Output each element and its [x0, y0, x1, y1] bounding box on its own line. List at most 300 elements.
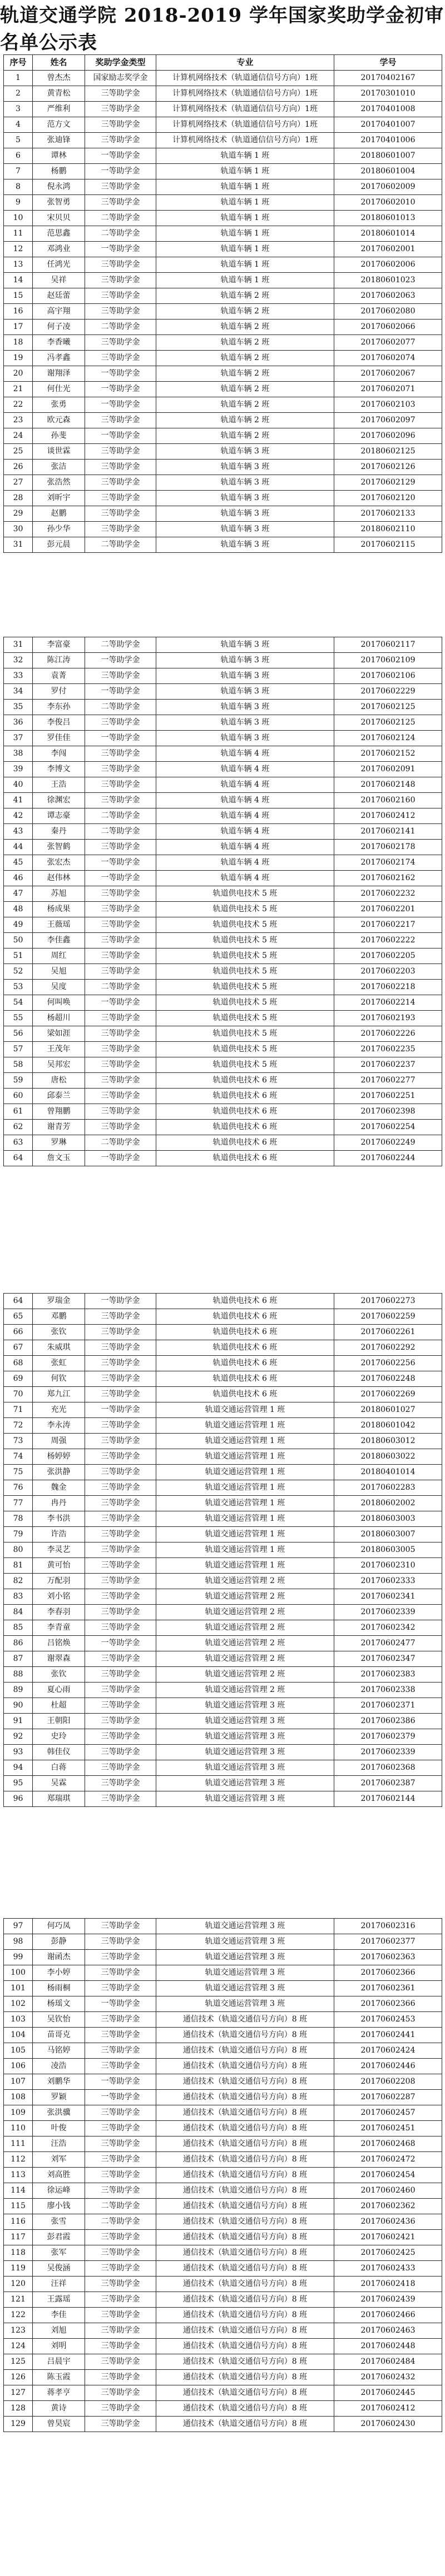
major-class: 轨道交通运营管理 2 班	[156, 1589, 334, 1605]
student-name: 严维利	[33, 102, 85, 117]
row-index: 71	[4, 1402, 33, 1418]
student-name: 彭君霞	[33, 2230, 85, 2245]
award-type: 三等助学金	[85, 1683, 156, 1698]
table-row	[4, 86, 442, 102]
row-index: 50	[4, 933, 33, 948]
table-row	[4, 2183, 442, 2199]
major-class: 通信技术（轨道交通信号方向）8 班	[156, 2121, 334, 2136]
student-id: 20170602178	[334, 840, 442, 855]
award-type: 三等助学金	[85, 2385, 156, 2401]
row-index: 64	[4, 1151, 33, 1166]
student-name: 徐渊宏	[33, 793, 85, 808]
table-row	[4, 1965, 442, 1981]
award-type: 三等助学金	[85, 2230, 156, 2245]
student-id: 20170602333	[334, 1574, 442, 1589]
award-type: 二等助学金	[85, 700, 156, 715]
award-type: 三等助学金	[85, 1465, 156, 1480]
table-row	[4, 1340, 442, 1356]
award-type: 三等助学金	[85, 491, 156, 506]
major-class: 轨道车辆 4 班	[156, 871, 334, 886]
award-type: 三等助学金	[85, 1480, 156, 1496]
row-index: 8	[4, 179, 33, 195]
table-row	[4, 522, 442, 537]
row-index: 31	[4, 637, 33, 653]
row-index: 24	[4, 428, 33, 444]
row-index: 118	[4, 2245, 33, 2261]
student-name: 白蒋	[33, 1760, 85, 1776]
table-row	[4, 1120, 442, 1135]
award-type: 三等助学金	[85, 1745, 156, 1760]
award-type: 三等助学金	[85, 195, 156, 211]
award-type: 二等助学金	[85, 2199, 156, 2214]
row-index: 64	[4, 1294, 33, 1309]
table-row	[4, 1309, 442, 1325]
award-type: 三等助学金	[85, 2121, 156, 2136]
major-class: 轨道车辆 3 班	[156, 506, 334, 522]
student-id: 20180602125	[334, 444, 442, 460]
row-index: 87	[4, 1651, 33, 1667]
table-row	[4, 948, 442, 964]
student-id: 20170602287	[334, 2090, 442, 2105]
major-class: 轨道交通运营管理 3 班	[156, 1745, 334, 1760]
award-table-page-4	[3, 1918, 442, 2432]
award-type: 三等助学金	[85, 2168, 156, 2183]
major-class: 轨道交通运营管理 3 班	[156, 1981, 334, 1996]
student-id: 20170602010	[334, 195, 442, 211]
student-name: 张宏杰	[33, 855, 85, 871]
row-index: 45	[4, 855, 33, 871]
major-class: 计算机网络技术（轨道通信信号方向）1班	[156, 102, 334, 117]
student-id: 20170602466	[334, 2308, 442, 2323]
row-index: 26	[4, 460, 33, 475]
major-class: 轨道交通运营管理 2 班	[156, 1667, 334, 1683]
major-class: 轨道供电技术 6 班	[156, 1325, 334, 1340]
table-row	[4, 1760, 442, 1776]
student-id: 20170602077	[334, 335, 442, 351]
student-id: 20170602126	[334, 460, 442, 475]
student-id: 20170602235	[334, 1042, 442, 1057]
award-type: 三等助学金	[85, 86, 156, 102]
row-index: 67	[4, 1340, 33, 1356]
row-index: 104	[4, 2028, 33, 2043]
student-name: 苗哥克	[33, 2028, 85, 2043]
table-row	[4, 762, 442, 777]
award-type: 三等助学金	[85, 1073, 156, 1089]
award-type: 三等助学金	[85, 117, 156, 133]
table-row	[4, 2152, 442, 2168]
award-type: 三等助学金	[85, 933, 156, 948]
row-index: 92	[4, 1729, 33, 1745]
student-id: 20170602448	[334, 2339, 442, 2354]
award-type: 三等助学金	[85, 444, 156, 460]
student-name: 吴邦宏	[33, 1057, 85, 1073]
student-id: 20180603005	[334, 1542, 442, 1558]
table-row	[4, 917, 442, 933]
student-id: 20170602338	[334, 1683, 442, 1698]
student-name: 杨瑶文	[33, 1996, 85, 2012]
student-id: 20170602341	[334, 1589, 442, 1605]
student-name: 史玲	[33, 1729, 85, 1745]
award-type: 三等助学金	[85, 304, 156, 319]
student-name: 魏金	[33, 1480, 85, 1496]
award-type: 三等助学金	[85, 506, 156, 522]
major-class: 轨道交通运营管理 3 班	[156, 1776, 334, 1791]
student-id: 20170602277	[334, 1073, 442, 1089]
major-class: 轨道车辆 4 班	[156, 808, 334, 824]
student-id: 20170602244	[334, 1151, 442, 1166]
major-class: 轨道交通运营管理 1 班	[156, 1558, 334, 1574]
row-index: 111	[4, 2136, 33, 2152]
major-class: 轨道供电技术 6 班	[156, 1151, 334, 1166]
student-name: 蒋孝亨	[33, 2385, 85, 2401]
award-type: 二等助学金	[85, 211, 156, 226]
student-id: 20170602237	[334, 1057, 442, 1073]
table-row	[4, 700, 442, 715]
award-type: 一等助学金	[85, 2090, 156, 2105]
table-row	[4, 715, 442, 731]
award-type: 三等助学金	[85, 1698, 156, 1714]
major-class: 轨道车辆 1 班	[156, 164, 334, 179]
award-type: 三等助学金	[85, 1589, 156, 1605]
award-type: 一等助学金	[85, 397, 156, 413]
student-id: 20170401007	[334, 117, 442, 133]
major-class: 轨道供电技术 5 班	[156, 917, 334, 933]
table-row	[4, 1950, 442, 1965]
student-name: 李闯	[33, 746, 85, 762]
major-class: 轨道交通运营管理 3 班	[156, 1791, 334, 1807]
student-name: 杨成果	[33, 902, 85, 917]
award-type: 三等助学金	[85, 886, 156, 902]
table-row	[4, 1496, 442, 1511]
major-class: 通信技术（轨道交通信号方向）8 班	[156, 2074, 334, 2090]
award-type: 三等助学金	[85, 1418, 156, 1434]
award-type: 三等助学金	[85, 948, 156, 964]
row-index: 34	[4, 684, 33, 700]
student-name: 赵伟林	[33, 871, 85, 886]
award-type: 一等助学金	[85, 1996, 156, 2012]
student-name: 汪浩	[33, 2136, 85, 2152]
row-index: 91	[4, 1714, 33, 1729]
student-id: 20170602432	[334, 2370, 442, 2385]
table-row	[4, 1057, 442, 1073]
award-type: 三等助学金	[85, 273, 156, 288]
row-index: 7	[4, 164, 33, 179]
student-name: 充光	[33, 1402, 85, 1418]
row-index: 125	[4, 2354, 33, 2370]
row-index: 107	[4, 2074, 33, 2090]
award-type: 一等助学金	[85, 1151, 156, 1166]
award-type: 一等助学金	[85, 1294, 156, 1309]
table-row	[4, 1511, 442, 1527]
student-name: 彭静	[33, 1934, 85, 1950]
student-name: 赵鹏	[33, 506, 85, 522]
student-name: 廖小钱	[33, 2199, 85, 2214]
student-name: 杜超	[33, 1698, 85, 1714]
row-index: 108	[4, 2090, 33, 2105]
student-name: 谢翔泽	[33, 366, 85, 382]
award-type: 三等助学金	[85, 1449, 156, 1465]
table-row	[4, 2028, 442, 2043]
student-name: 李青童	[33, 1620, 85, 1636]
student-id: 20170402167	[334, 71, 442, 86]
table-row	[4, 428, 442, 444]
table-row	[4, 1996, 442, 2012]
table-row	[4, 1620, 442, 1636]
row-index: 105	[4, 2043, 33, 2059]
table-row	[4, 1104, 442, 1120]
row-index: 127	[4, 2385, 33, 2401]
row-index: 32	[4, 653, 33, 668]
award-type: 三等助学金	[85, 1309, 156, 1325]
student-id: 20170602124	[334, 731, 442, 746]
student-id: 20180401014	[334, 1465, 442, 1480]
major-class: 通信技术（轨道交通信号方向）8 班	[156, 2183, 334, 2199]
major-class: 轨道交通运营管理 3 班	[156, 1698, 334, 1714]
table-row	[4, 902, 442, 917]
row-index: 6	[4, 148, 33, 164]
row-index: 31	[4, 537, 33, 553]
student-name: 韩佳仪	[33, 1745, 85, 1760]
student-id: 20170602259	[334, 1309, 442, 1325]
award-type: 三等助学金	[85, 2028, 156, 2043]
table-row	[4, 1667, 442, 1683]
award-type: 三等助学金	[85, 2012, 156, 2028]
award-type: 三等助学金	[85, 1776, 156, 1791]
student-name: 吴度	[33, 980, 85, 995]
award-type: 三等助学金	[85, 475, 156, 491]
student-id: 20170602463	[334, 2323, 442, 2339]
major-class: 轨道交通运营管理 2 班	[156, 1636, 334, 1651]
student-id: 20170602208	[334, 2074, 442, 2090]
award-type: 三等助学金	[85, 1919, 156, 1934]
row-index: 25	[4, 444, 33, 460]
major-class: 轨道车辆 4 班	[156, 746, 334, 762]
row-index: 77	[4, 1496, 33, 1511]
table-row	[4, 2199, 442, 2214]
student-name: 孙少华	[33, 522, 85, 537]
major-class: 通信技术（轨道交通信号方向）8 班	[156, 2043, 334, 2059]
student-name: 张迪锋	[33, 133, 85, 148]
student-id: 20170602217	[334, 917, 442, 933]
major-class: 计算机网络技术（轨道通信信号方向）1班	[156, 86, 334, 102]
student-id: 20170602377	[334, 1934, 442, 1950]
award-type: 三等助学金	[85, 1981, 156, 1996]
student-id: 20170602103	[334, 397, 442, 413]
student-name: 邓鸿业	[33, 242, 85, 257]
student-name: 邱泰兰	[33, 1089, 85, 1104]
student-id: 20170602484	[334, 2354, 442, 2370]
award-type: 二等助学金	[85, 226, 156, 242]
award-type: 三等助学金	[85, 1934, 156, 1950]
award-type: 三等助学金	[85, 1371, 156, 1387]
table-row	[4, 1558, 442, 1574]
student-name: 李东孙	[33, 700, 85, 715]
student-id: 20170602248	[334, 1371, 442, 1387]
row-index: 17	[4, 319, 33, 335]
major-class: 轨道交通运营管理 1 班	[156, 1418, 334, 1434]
table-row	[4, 2245, 442, 2261]
award-type: 三等助学金	[85, 2308, 156, 2323]
award-type: 三等助学金	[85, 2277, 156, 2292]
major-class: 轨道供电技术 5 班	[156, 902, 334, 917]
row-index: 114	[4, 2183, 33, 2199]
major-class: 轨道交通运营管理 2 班	[156, 1605, 334, 1620]
student-name: 陈江涛	[33, 653, 85, 668]
student-name: 欧元森	[33, 413, 85, 428]
header-major: 专业	[156, 55, 334, 71]
award-type: 三等助学金	[85, 1057, 156, 1073]
table-row	[4, 304, 442, 319]
student-name: 高宇翔	[33, 304, 85, 319]
major-class: 轨道交通运营管理 1 班	[156, 1402, 334, 1418]
award-type: 二等助学金	[85, 824, 156, 840]
major-class: 轨道车辆 2 班	[156, 319, 334, 335]
student-id: 20170602412	[334, 808, 442, 824]
student-name: 李书洪	[33, 1511, 85, 1527]
row-index: 43	[4, 824, 33, 840]
table-row	[4, 102, 442, 117]
award-table-page-2	[3, 637, 442, 1166]
student-id: 20170602446	[334, 2059, 442, 2074]
student-name: 张智勇	[33, 195, 85, 211]
major-class: 轨道车辆 3 班	[156, 475, 334, 491]
student-id: 20170602141	[334, 824, 442, 840]
table-row	[4, 653, 442, 668]
major-class: 通信技术（轨道交通信号方向）8 班	[156, 2308, 334, 2323]
student-name: 张军	[33, 2245, 85, 2261]
row-index: 10	[4, 211, 33, 226]
row-index: 101	[4, 1981, 33, 1996]
student-name: 周强	[33, 1434, 85, 1449]
table-row	[4, 2308, 442, 2323]
table-row	[4, 319, 442, 335]
row-index: 94	[4, 1760, 33, 1776]
student-id: 20170602106	[334, 668, 442, 684]
row-index: 69	[4, 1371, 33, 1387]
student-id: 20170602152	[334, 746, 442, 762]
table-row	[4, 746, 442, 762]
student-id: 20170602347	[334, 1651, 442, 1667]
student-id: 20170602129	[334, 475, 442, 491]
major-class: 轨道车辆 3 班	[156, 522, 334, 537]
student-id: 20170602339	[334, 1745, 442, 1760]
major-class: 计算机网络技术（轨道通信信号方向）1班	[156, 71, 334, 86]
row-index: 109	[4, 2105, 33, 2121]
student-name: 谭志豪	[33, 808, 85, 824]
major-class: 轨道供电技术 5 班	[156, 1057, 334, 1073]
table-row	[4, 840, 442, 855]
table-row	[4, 777, 442, 793]
major-class: 轨道车辆 4 班	[156, 824, 334, 840]
major-class: 轨道交通运营管理 1 班	[156, 1449, 334, 1465]
table-row	[4, 1387, 442, 1402]
award-type: 一等助学金	[85, 428, 156, 444]
row-index: 68	[4, 1356, 33, 1371]
major-class: 轨道车辆 2 班	[156, 413, 334, 428]
student-id: 20170602386	[334, 1714, 442, 1729]
table-row	[4, 1356, 442, 1371]
student-name: 张钦	[33, 1325, 85, 1340]
table-row	[4, 793, 442, 808]
table-row	[4, 2385, 442, 2401]
student-name: 何仕光	[33, 382, 85, 397]
student-name: 张钦	[33, 1667, 85, 1683]
student-name: 朱威琪	[33, 1340, 85, 1356]
table-row	[4, 351, 442, 366]
row-index: 89	[4, 1683, 33, 1698]
award-type: 三等助学金	[85, 1605, 156, 1620]
award-type: 一等助学金	[85, 164, 156, 179]
major-class: 轨道供电技术 5 班	[156, 995, 334, 1011]
student-id: 20170602362	[334, 2199, 442, 2214]
student-id: 20170602074	[334, 351, 442, 366]
student-id: 20170602203	[334, 964, 442, 980]
row-index: 75	[4, 1465, 33, 1480]
major-class: 轨道供电技术 6 班	[156, 1294, 334, 1309]
table-row	[4, 226, 442, 242]
student-id: 20180603007	[334, 1527, 442, 1542]
student-name: 刘小铭	[33, 1589, 85, 1605]
student-id: 20180601004	[334, 164, 442, 179]
student-id: 20170602433	[334, 2261, 442, 2277]
major-class: 轨道车辆 1 班	[156, 195, 334, 211]
student-name: 罗颖	[33, 2090, 85, 2105]
award-type: 三等助学金	[85, 2401, 156, 2417]
student-id: 20170602097	[334, 413, 442, 428]
student-name: 吴霖	[33, 1776, 85, 1791]
student-name: 冯孝鑫	[33, 351, 85, 366]
table-row	[4, 1714, 442, 1729]
table-row	[4, 1151, 442, 1166]
table-header-row	[4, 55, 442, 71]
student-name: 杨雨桐	[33, 1981, 85, 1996]
major-class: 轨道供电技术 5 班	[156, 933, 334, 948]
student-id: 20170602205	[334, 948, 442, 964]
student-name: 李灵艺	[33, 1542, 85, 1558]
row-index: 48	[4, 902, 33, 917]
award-type: 一等助学金	[85, 2074, 156, 2090]
major-class: 轨道车辆 2 班	[156, 428, 334, 444]
student-id: 20170602148	[334, 777, 442, 793]
award-type: 一等助学金	[85, 1636, 156, 1651]
row-index: 51	[4, 948, 33, 964]
award-type: 三等助学金	[85, 2417, 156, 2432]
student-name: 黄诗	[33, 2401, 85, 2417]
row-index: 44	[4, 840, 33, 855]
row-index: 113	[4, 2168, 33, 2183]
award-type: 三等助学金	[85, 1356, 156, 1371]
table-row	[4, 2121, 442, 2136]
award-type: 一等助学金	[85, 995, 156, 1011]
table-row	[4, 933, 442, 948]
row-index: 20	[4, 366, 33, 382]
student-name: 倪永鸿	[33, 179, 85, 195]
table-row	[4, 1089, 442, 1104]
award-type: 三等助学金	[85, 2339, 156, 2354]
student-name: 黄青松	[33, 86, 85, 102]
table-row	[4, 1135, 442, 1151]
row-index: 46	[4, 871, 33, 886]
student-name: 李永涛	[33, 1418, 85, 1434]
award-type: 三等助学金	[85, 1620, 156, 1636]
student-id: 20170602232	[334, 886, 442, 902]
student-id: 20170602383	[334, 1667, 442, 1683]
award-type: 二等助学金	[85, 808, 156, 824]
row-index: 126	[4, 2370, 33, 2385]
table-row	[4, 1589, 442, 1605]
award-type: 三等助学金	[85, 1651, 156, 1667]
major-class: 轨道车辆 2 班	[156, 288, 334, 304]
